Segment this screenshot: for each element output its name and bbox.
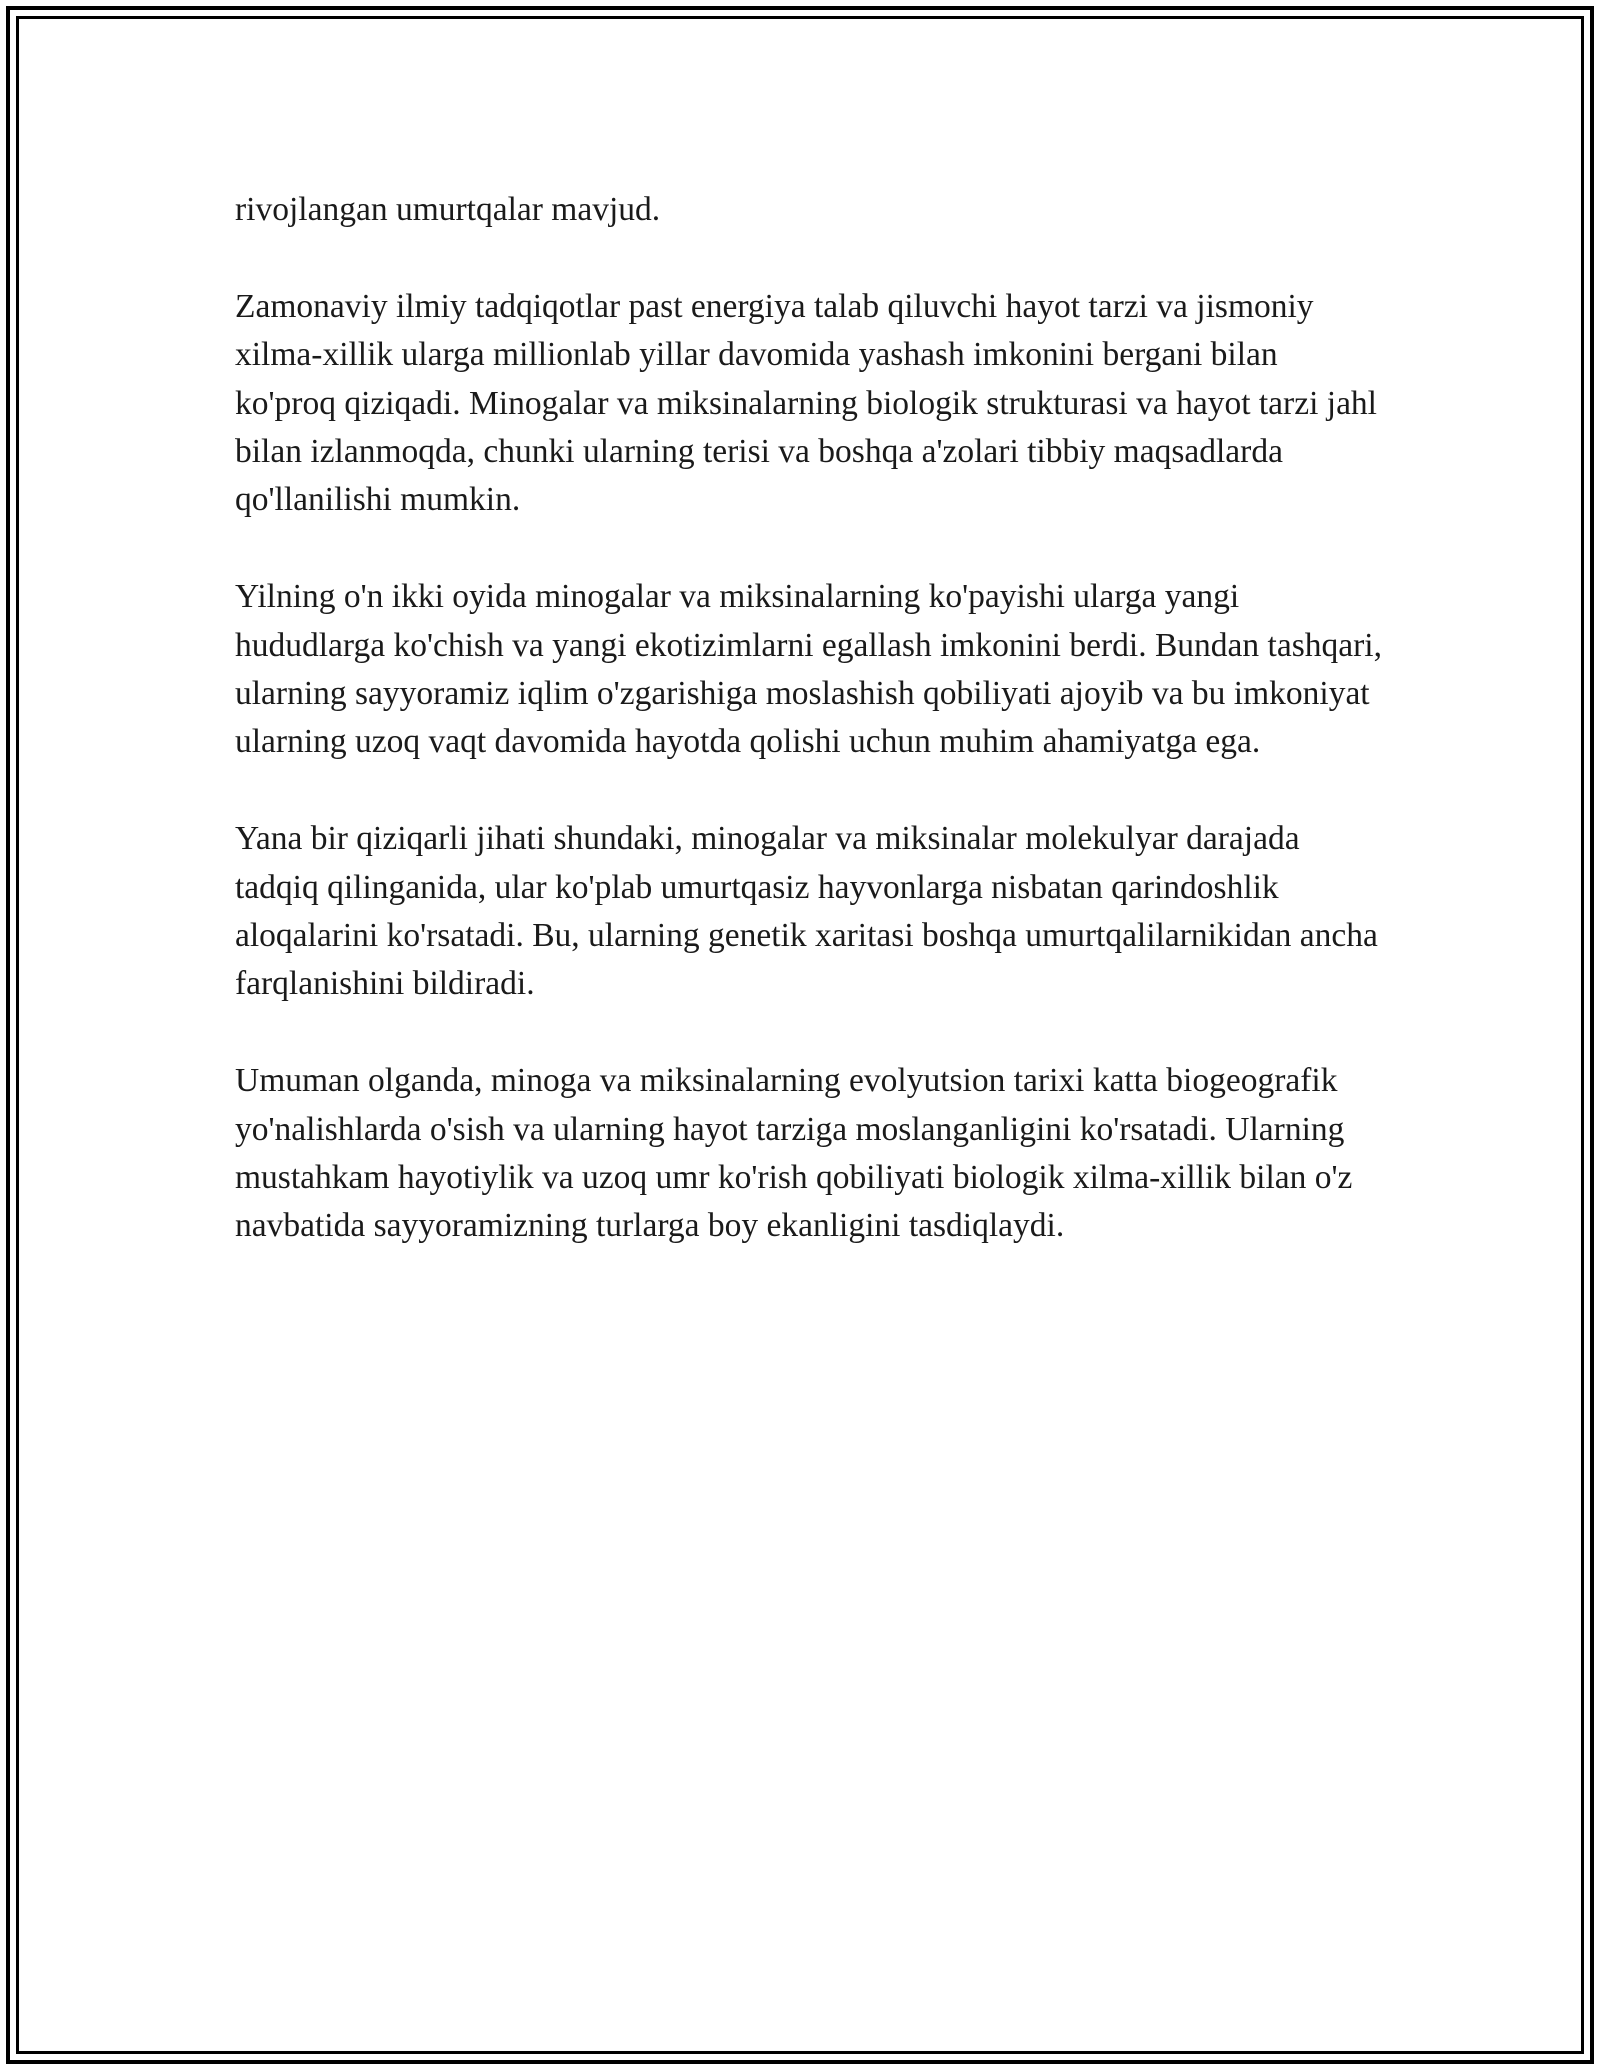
paragraph: Yilning o'n ikki oyida minogalar va miksinalarning ko'payishi ularga yangi hududlarga ko'chish va yangi ekotizimlarni egallash imkonini berdi. Bundan tashqari, ularning sayyoramiz iqlim o'zgarishiga moslashish qobiliyati ajoyib va bu imkoniyat ularning uzoq vaqt davomida hayotda qolishi uchun muhim ahamiyatga ega.: [235, 578, 1382, 761]
paragraph: rivojlangan umurtqalar mavjud.: [235, 191, 661, 228]
paragraph: Zamonaviy ilmiy tadqiqotlar past energiya talab qiluvchi hayot tarzi va jismoniy xilma-xillik ularga millionlab yillar davomida yashash imkonini bergani bilan ko'proq qiziqadi. Minogalar va miksinalarning biologik strukturasi va hayot tarzi jahl bilan izlanmoqda, chunki ularning terisi va boshqa a'zolari tibbiy maqsadlarda qo'llanilishi mumkin.: [235, 287, 1377, 519]
document-body: [235, 186, 1385, 1251]
paragraph: Yana bir qiziqarli jihati shundaki, minogalar va miksinalar molekulyar darajada tadqiq qilinganida, ular ko'plab umurtqasiz hayvonlarga nisbatan qarindoshlik aloqalarini ko'rsatadi. Bu, ularning genetik xaritasi boshqa umurtqalilarnikidan ancha farqlanishini bildiradi.: [235, 820, 1378, 1003]
paragraph: Umuman olganda, minoga va miksinalarning evolyutsion tarixi katta biogeografik yo'nalishlarda o'sish va ularning hayot tarziga moslanganligini ko'rsatadi. Ularning mustahkam hayotiylik va uzoq umr ko'rish qobiliyati biologik xilma-xillik bilan o'z navbatida sayyoramizning turlarga boy ekanligini tasdiqlaydi.: [235, 1062, 1353, 1245]
